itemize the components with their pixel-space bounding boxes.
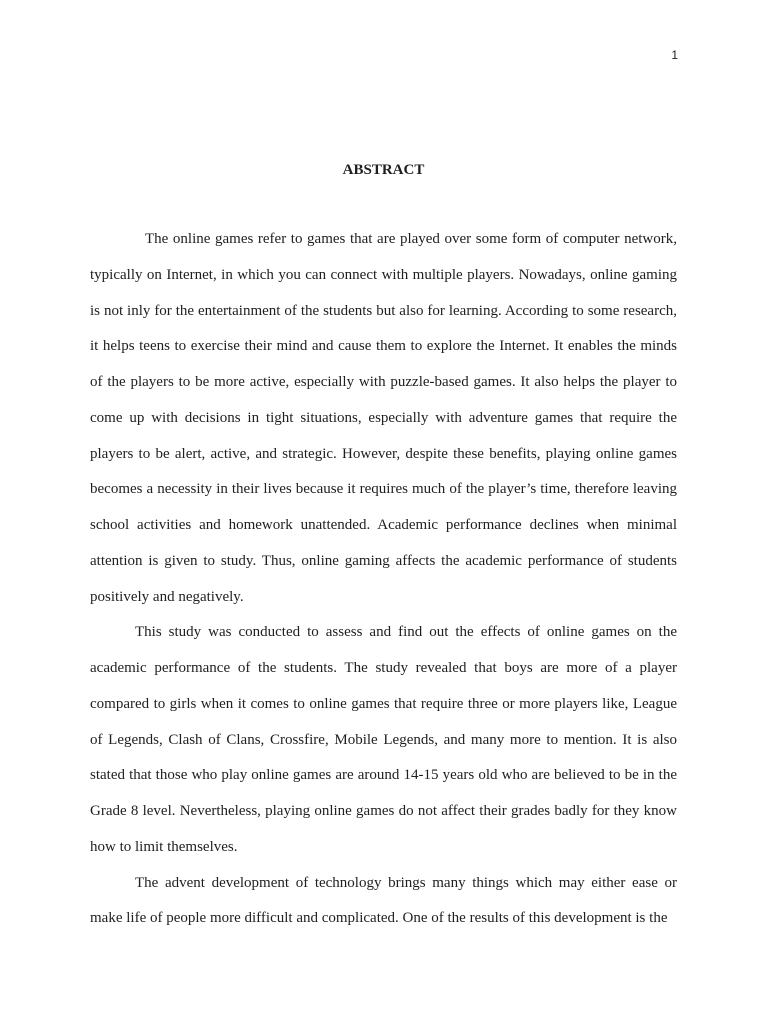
- abstract-paragraph-2: This study was conducted to assess and find out the effects of online games on the academic performance of the students. The study revealed that boys are more of a player compared to girls when it comes to online games that require three or more players like, League of Legends, Clash of Clans, Crossfire, Mobile Legends, and many more to mention. It is also stated that those who play online games are around 14-15 years old who are believed to be in the Grade 8 level. Nevertheless, playing online games do not affect their grades badly for they know how to limit themselves.: [90, 624, 677, 855]
- abstract-heading: ABSTRACT: [342, 162, 425, 178]
- abstract-paragraph-3: The advent development of technology brings many things which may either ease or make life of people more difficult and complicated. One of the results of this development is the: [90, 874, 677, 927]
- abstract-body: [90, 222, 677, 937]
- page-number: 1: [671, 48, 678, 62]
- abstract-paragraph-1: The online games refer to games that are played over some form of computer network, typically on Internet, in which you can connect with multiple players. Nowadays, online gaming is not inly for the entertainment of the students but also for learning. According to some research, it helps teens to exercise their mind and cause them to explore the Internet. It enables the minds of the players to be more active, especially with puzzle-based games. It also helps the player to come up with decisions in tight situations, especially with adventure games that require the players to be alert, active, and strategic. However, despite these benefits, playing online games becomes a necessity in their lives because it requires much of the player’s time, therefore leaving school activities and homework unattended. Academic performance declines when minimal attention is given to study. Thus, online gaming affects the academic performance of students positively and negatively.: [90, 231, 677, 605]
